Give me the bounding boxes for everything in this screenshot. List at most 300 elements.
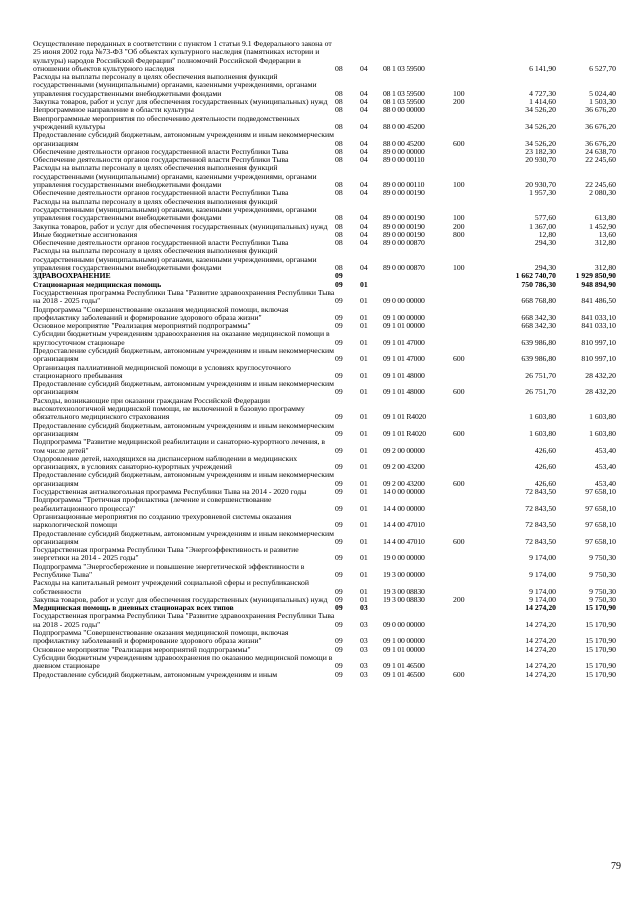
- amount-year-1: 426,60: [534, 445, 556, 455]
- expense-type-code: [453, 106, 482, 114]
- expense-item-name: Внепрограммные мероприятия по обеспечению деятельности подведомственных учреждений культуры: [33, 113, 300, 131]
- amount-year-2: 15 170,90: [585, 636, 616, 646]
- section-code: 08: [335, 263, 343, 273]
- expense-type-code: [453, 281, 482, 289]
- expense-item-name: Субсидии бюджетным учреждениям здравоохранения на оказание медицинской помощи в круглосуточном стационаре: [33, 329, 330, 347]
- amount-year-2: 15 170,90: [585, 603, 616, 613]
- amount-year-2: 453,40: [594, 445, 616, 455]
- amount-year-2: 2 080,30: [589, 188, 616, 198]
- amount-year-1: 668 342,30: [521, 321, 556, 331]
- subsection-code: 01: [360, 387, 368, 397]
- amount-year-1: 9 174,00: [529, 586, 556, 596]
- expense-type-code: 100: [453, 213, 465, 223]
- amount-year-2: 22 245,60: [585, 155, 616, 165]
- subsection-code: 04: [360, 155, 368, 165]
- table-row: [33, 364, 616, 381]
- expense-item-name: ЗДРАВООХРАНЕНИЕ: [33, 271, 111, 281]
- expense-item-name: Расходы на капитальный ремонт учреждений социальной сферы и республиканской собственности: [33, 578, 309, 596]
- table-row: [33, 612, 616, 629]
- subsection-code: 01: [360, 312, 368, 322]
- table-row: [33, 115, 616, 132]
- amount-year-2: 312,80: [594, 263, 616, 273]
- target-item-code: 09 1 01 R4020: [383, 412, 426, 422]
- expense-type-code: [453, 546, 482, 563]
- amount-year-2: 841 486,50: [581, 296, 616, 306]
- expense-type-code: 600: [453, 428, 465, 438]
- amount-year-1: 34 526,20: [525, 121, 556, 131]
- amount-year-1: 72 843,50: [525, 487, 556, 497]
- amount-year-1: 668 342,30: [521, 312, 556, 322]
- target-item-code: [383, 272, 453, 280]
- amount-year-1: 750 786,30: [521, 279, 556, 289]
- section-code: 08: [335, 221, 343, 231]
- expense-item-name: Основное мероприятие "Реализация мероприятий подпрограммы": [33, 321, 251, 331]
- expense-item-name: Подпрограмма "Энергосбережение и повышение энергетической эффективности в Республике Тыва": [33, 561, 305, 579]
- table-row: [33, 73, 616, 98]
- expense-type-code: [453, 272, 482, 280]
- expense-type-code: [453, 513, 482, 530]
- amount-year-2: 6 527,70: [589, 63, 616, 73]
- section-code: 09: [335, 619, 343, 629]
- table-row: [33, 579, 616, 596]
- expense-type-code: 600: [453, 387, 465, 397]
- amount-year-1: 14 274,20: [525, 636, 556, 646]
- amount-year-1: 34 526,20: [525, 105, 556, 115]
- amount-year-1: 14 274,20: [525, 661, 556, 671]
- expense-type-code: 100: [453, 88, 465, 98]
- table-row: [33, 247, 616, 272]
- amount-year-2: 15 170,90: [585, 661, 616, 671]
- amount-year-2: 1 603,80: [589, 412, 616, 422]
- target-item-code: 89 0 00 00190: [383, 213, 425, 223]
- section-code: 09: [335, 536, 343, 546]
- expense-item-name: Государственная программа Республики Тыва "Развитие здравоохранения Республики Тыва на 2018 - 2025 годы": [33, 287, 335, 306]
- amount-year-2: 15 170,90: [585, 669, 616, 679]
- table-row: [33, 455, 616, 472]
- amount-year-2: 453,40: [594, 478, 616, 488]
- section-code: 08: [335, 213, 343, 223]
- expense-item-name: Предоставление субсидий бюджетным, автономным учреждениям и иным некоммерческим организациям: [33, 528, 334, 546]
- target-item-code: 88 0 00 45200: [383, 138, 425, 148]
- target-item-code: 89 0 00 00870: [383, 263, 425, 273]
- target-item-code: 19 3 00 08830: [383, 586, 425, 596]
- amount-year-1: 9 174,00: [529, 594, 556, 604]
- table-row: [33, 471, 616, 488]
- table-row: [33, 563, 616, 580]
- section-code: 09: [335, 553, 343, 563]
- subsection-code: 03: [360, 603, 368, 613]
- subsection-code: 01: [360, 570, 368, 579]
- subsection-code: 01: [360, 536, 368, 546]
- section-code: 09: [335, 570, 343, 579]
- amount-year-1: 72 843,50: [525, 536, 556, 546]
- budget-table: [33, 40, 616, 679]
- section-code: 09: [335, 387, 343, 397]
- subsection-code: 01: [360, 445, 368, 455]
- amount-year-2: 97 658,10: [585, 536, 616, 546]
- amount-year-2: 1 503,30: [589, 97, 616, 107]
- target-item-code: [383, 604, 453, 612]
- amount-year-1: 1 662 740,70: [515, 271, 556, 281]
- subsection-code: 04: [360, 63, 368, 73]
- amount-year-1: 72 843,50: [525, 503, 556, 513]
- amount-year-2: 22 245,60: [585, 180, 616, 190]
- subsection-code: 01: [360, 296, 368, 306]
- table-row: [33, 198, 616, 223]
- table-row: [33, 530, 616, 547]
- expense-type-code: 200: [453, 594, 465, 604]
- expense-item-name: Обеспечение деятельности органов государственной власти Республики Тыва: [33, 155, 289, 165]
- section-code: 09: [335, 661, 343, 671]
- expense-item-name: Расходы на выплаты персоналу в целях обеспечения выполнения функций государственными (муниципальными) органами, казенными учреждениями, органами управления государственными внебюджетными фондами: [33, 196, 317, 223]
- expense-type-code: 600: [453, 138, 465, 148]
- subsection-code: 01: [360, 412, 368, 422]
- amount-year-1: 9 174,00: [529, 570, 556, 579]
- expense-type-code: 600: [453, 354, 465, 364]
- amount-year-2: 613,80: [594, 213, 616, 223]
- target-item-code: 89 0 00 00870: [383, 238, 425, 248]
- section-code: 08: [335, 155, 343, 165]
- subsection-code: 04: [360, 97, 368, 107]
- amount-year-1: 26 751,70: [525, 370, 556, 380]
- target-item-code: 88 0 00 00000: [383, 105, 425, 115]
- subsection-code: 01: [360, 586, 368, 596]
- amount-year-2: 1 452,90: [589, 221, 616, 231]
- section-code: 09: [335, 271, 343, 281]
- target-item-code: 14 4 00 00000: [383, 503, 425, 513]
- section-code: 09: [335, 520, 343, 530]
- expense-item-name: Непрограммное направление в области культуры: [33, 105, 194, 115]
- target-item-code: 09 1 01 47000: [383, 337, 425, 347]
- section-code: 09: [335, 636, 343, 646]
- target-item-code: 08 1 03 59500: [383, 63, 425, 73]
- amount-year-2: 9 750,30: [589, 570, 616, 579]
- subsection-code: 01: [360, 553, 368, 563]
- amount-year-2: 453,40: [594, 462, 616, 472]
- subsection-code: 04: [360, 146, 368, 156]
- amount-year-1: 14 274,20: [525, 669, 556, 679]
- target-item-code: [383, 281, 453, 289]
- expense-item-name: Расходы на выплаты персоналу в целях обеспечения выполнения функций государственными (муниципальными) органами, казенными учреждениями, органами управления государственными внебюджетными фондами: [33, 72, 317, 98]
- subsection-code: 04: [360, 88, 368, 98]
- expense-type-code: [453, 629, 482, 646]
- amount-year-1: 639 986,80: [521, 337, 556, 347]
- table-row: [33, 654, 616, 671]
- expense-item-name: Государственная программа Республики Тыва "Энергоэффективность и развитие энергетики на 2014 - 2025 годы": [33, 545, 299, 563]
- amount-year-2: 13,60: [598, 229, 616, 239]
- target-item-code: 89 0 00 00190: [383, 188, 425, 198]
- subsection-code: 04: [360, 121, 368, 131]
- expense-item-name: Закупка товаров, работ и услуг для обеспечения государственных (муниципальных) нужд: [33, 221, 328, 231]
- expense-type-code: [453, 438, 482, 455]
- expense-item-name: Предоставление субсидий бюджетным, автономным учреждениям и иным некоммерческим организациям: [33, 420, 334, 438]
- target-item-code: 09 1 01 R4020: [383, 428, 426, 438]
- target-item-code: 09 2 00 43200: [383, 462, 425, 472]
- amount-year-1: 34 526,20: [525, 138, 556, 148]
- subsection-code: 04: [360, 221, 368, 231]
- section-code: 08: [335, 229, 343, 239]
- amount-year-2: 1 929 850,90: [575, 271, 616, 281]
- amount-year-1: 14 274,20: [525, 619, 556, 629]
- subsection-code: 03: [360, 669, 368, 679]
- target-item-code: 09 1 01 48000: [383, 370, 425, 380]
- subsection-code: 04: [360, 238, 368, 248]
- target-item-code: 19 0 00 00000: [383, 553, 425, 563]
- expense-type-code: 600: [453, 669, 465, 679]
- amount-year-1: 1 367,00: [529, 221, 556, 231]
- section-code: 09: [335, 487, 343, 497]
- section-code: 09: [335, 312, 343, 322]
- subsection-code: 01: [360, 503, 368, 513]
- table-row: [33, 330, 616, 347]
- table-row: [33, 306, 616, 323]
- target-item-code: 09 1 01 00000: [383, 321, 425, 331]
- expense-type-code: [453, 40, 482, 73]
- table-row: [33, 513, 616, 530]
- section-code: 08: [335, 63, 343, 73]
- expense-item-name: Организация паллиативной медицинской помощи в условиях круглосуточного стационарного пребывания: [33, 362, 291, 380]
- page-number: 79: [611, 861, 621, 872]
- expense-item-name: Основное мероприятие "Реализация мероприятий подпрограммы": [33, 644, 251, 654]
- target-item-code: 09 2 00 43200: [383, 478, 425, 488]
- subsection-code: 03: [360, 636, 368, 646]
- expense-type-code: [453, 646, 482, 654]
- amount-year-2: 15 170,90: [585, 644, 616, 654]
- target-item-code: 09 1 01 00000: [383, 644, 425, 654]
- expense-item-name: Медицинская помощь в дневных стационарах всех типов: [33, 603, 234, 613]
- target-item-code: 89 0 00 00000: [383, 146, 425, 156]
- amount-year-1: 426,60: [534, 462, 556, 472]
- amount-year-1: 294,30: [534, 238, 556, 248]
- target-item-code: 14 4 00 47010: [383, 536, 425, 546]
- expense-type-code: 100: [453, 180, 465, 190]
- target-item-code: 09 1 01 46500: [383, 661, 425, 671]
- table-row: [33, 671, 616, 679]
- section-code: 08: [335, 180, 343, 190]
- expense-type-code: [453, 455, 482, 472]
- section-code: 08: [335, 238, 343, 248]
- amount-year-1: 577,60: [534, 213, 556, 223]
- expense-item-name: Закупка товаров, работ и услуг для обеспечения государственных (муниципальных) нужд: [33, 97, 328, 107]
- subsection-code: 01: [360, 428, 368, 438]
- subsection-code: 03: [360, 644, 368, 654]
- target-item-code: 09 1 01 48000: [383, 387, 425, 397]
- table-row: [33, 438, 616, 455]
- section-code: 09: [335, 503, 343, 513]
- subsection-code: 01: [360, 520, 368, 530]
- amount-year-2: 9 750,30: [589, 586, 616, 596]
- subsection-code: 01: [360, 594, 368, 604]
- amount-year-2: 97 658,10: [585, 520, 616, 530]
- table-row: [33, 289, 616, 306]
- expense-item-name: Обеспечение деятельности органов государственной власти Республики Тыва: [33, 146, 289, 156]
- amount-year-1: 14 274,20: [525, 603, 556, 613]
- amount-year-2: 810 997,10: [581, 337, 616, 347]
- target-item-code: 89 0 00 00190: [383, 221, 425, 231]
- target-item-code: 09 0 00 00000: [383, 619, 425, 629]
- amount-year-2: 841 033,10: [581, 312, 616, 322]
- amount-year-1: 14 274,20: [525, 644, 556, 654]
- table-row: [33, 40, 616, 73]
- amount-year-1: 4 727,30: [529, 88, 556, 98]
- expense-type-code: [453, 604, 482, 612]
- amount-year-1: 23 182,30: [525, 146, 556, 156]
- expense-type-code: [453, 364, 482, 381]
- target-item-code: 08 1 03 59500: [383, 88, 425, 98]
- subsection-code: 01: [360, 462, 368, 472]
- amount-year-2: 5 024,40: [589, 88, 616, 98]
- section-code: 08: [335, 121, 343, 131]
- table-row: [33, 546, 616, 563]
- expense-type-code: [453, 189, 482, 197]
- expense-item-name: Организационные мероприятия по созданию трехуровневой системы оказания наркологической помощи: [33, 511, 292, 530]
- amount-year-1: 9 174,00: [529, 553, 556, 563]
- amount-year-1: 426,60: [534, 478, 556, 488]
- section-code: 09: [335, 428, 343, 438]
- expense-item-name: Подпрограмма "Развитие медицинской реабилитации и санаторно-курортного лечения, в том числе детей": [33, 437, 326, 455]
- target-item-code: 14 4 00 47010: [383, 520, 425, 530]
- target-item-code: 09 1 00 00000: [383, 312, 425, 322]
- expense-item-name: Иные бюджетные ассигнования: [33, 229, 138, 239]
- target-item-code: 09 1 01 47000: [383, 354, 425, 364]
- amount-year-2: 9 750,30: [589, 594, 616, 604]
- subsection-code: 04: [360, 188, 368, 198]
- target-item-code: 09 2 00 00000: [383, 445, 425, 455]
- section-code: 09: [335, 644, 343, 654]
- amount-year-2: 28 432,20: [585, 370, 616, 380]
- subsection-code: 03: [360, 619, 368, 629]
- amount-year-1: 26 751,70: [525, 387, 556, 397]
- expense-item-name: Подпрограмма "Совершенствование оказания медицинской помощи, включая профилактику заболеваний и формирование здорового образа жизни": [33, 628, 289, 646]
- expense-type-code: [453, 289, 482, 306]
- expense-type-code: [453, 563, 482, 580]
- amount-year-2: 97 658,10: [585, 487, 616, 497]
- section-code: 09: [335, 462, 343, 472]
- table-row: [33, 397, 616, 422]
- expense-type-code: [453, 156, 482, 164]
- amount-year-2: 36 676,20: [585, 121, 616, 131]
- target-item-code: 14 0 00 00000: [383, 487, 425, 497]
- amount-year-2: 15 170,90: [585, 619, 616, 629]
- subsection-code: 04: [360, 180, 368, 190]
- expense-item-name: Подпрограмма "Совершенствование оказания медицинской помощи, включая профилактику заболеваний и формирование здорового образа жизни": [33, 304, 289, 322]
- expense-type-code: [453, 322, 482, 330]
- amount-year-2: 9 750,30: [589, 553, 616, 563]
- expense-item-name: Государственная антиалкогольная программа Республики Тыва на 2014 - 2020 годы: [33, 487, 307, 497]
- amount-year-2: 36 676,20: [585, 105, 616, 115]
- subsection-code: 01: [360, 337, 368, 347]
- expense-item-name: Расходы, возникающие при оказании гражданам Российской Федерации высокотехнологичной медицинской помощи, не включенной в базовую программу обязательного медицинского страхования: [33, 395, 305, 422]
- table-row: [33, 164, 616, 189]
- subsection-code: 04: [360, 213, 368, 223]
- section-code: 08: [335, 188, 343, 198]
- amount-year-1: 20 930,70: [525, 155, 556, 165]
- expense-item-name: Предоставление субсидий бюджетным, автономным учреждениям и иным: [33, 669, 278, 679]
- amount-year-2: 312,80: [594, 238, 616, 248]
- amount-year-1: 1 957,30: [529, 188, 556, 198]
- amount-year-2: 948 894,90: [581, 279, 616, 289]
- subsection-code: 03: [360, 661, 368, 671]
- section-code: 09: [335, 594, 343, 604]
- amount-year-2: 28 432,20: [585, 387, 616, 397]
- expense-item-name: Обеспечение деятельности органов государственной власти Республики Тыва: [33, 238, 289, 248]
- amount-year-1: 1 603,80: [529, 428, 556, 438]
- expense-type-code: [453, 488, 482, 496]
- expense-type-code: [453, 239, 482, 247]
- section-code: 09: [335, 669, 343, 679]
- expense-item-name: Государственная программа Республики Тыва "Развитие здравоохранения Республики Тыва на 2018 - 2025 годы": [33, 611, 335, 629]
- amount-year-1: 1 414,60: [529, 97, 556, 107]
- subsection-code: 04: [360, 229, 368, 239]
- section-code: 09: [335, 478, 343, 488]
- table-row: [33, 380, 616, 397]
- section-code: 09: [335, 603, 343, 613]
- subsection-code: 01: [360, 321, 368, 331]
- section-code: 09: [335, 337, 343, 347]
- subsection-code: 01: [360, 279, 368, 289]
- target-item-code: 89 0 00 00190: [383, 229, 425, 239]
- section-code: 09: [335, 354, 343, 364]
- expense-item-name: Оздоровление детей, находящихся на диспансерном наблюдении в медицинских организациях, в условиях санаторно-курортных учреждений: [33, 453, 298, 472]
- target-item-code: 09 1 00 00000: [383, 636, 425, 646]
- expense-type-code: 200: [453, 97, 465, 107]
- amount-year-1: 668 768,80: [521, 296, 556, 306]
- section-code: 08: [335, 105, 343, 115]
- section-code: 09: [335, 370, 343, 380]
- section-code: 08: [335, 138, 343, 148]
- amount-year-1: 20 930,70: [525, 180, 556, 190]
- amount-year-2: 810 997,10: [581, 354, 616, 364]
- target-item-code: 19 3 00 08830: [383, 594, 425, 604]
- section-code: 08: [335, 88, 343, 98]
- subsection-code: 04: [360, 105, 368, 115]
- expense-type-code: 100: [453, 263, 465, 273]
- expense-item-name: Закупка товаров, работ и услуг для обеспечения государственных (муниципальных) нужд: [33, 594, 328, 604]
- amount-year-2: 24 638,70: [585, 146, 616, 156]
- expense-type-code: 600: [453, 478, 465, 488]
- table-row: [33, 422, 616, 439]
- section-code: 09: [335, 586, 343, 596]
- expense-item-name: Предоставление субсидий бюджетным, автономным учреждениям и иным некоммерческим организациям: [33, 130, 334, 148]
- target-item-code: 09 0 00 00000: [383, 296, 425, 306]
- section-code: 09: [335, 321, 343, 331]
- expense-type-code: [453, 148, 482, 156]
- section-code: 08: [335, 97, 343, 107]
- expense-item-name: Обеспечение деятельности органов государственной власти Республики Тыва: [33, 188, 289, 198]
- target-item-code: 89 0 00 00110: [383, 180, 425, 190]
- expense-type-code: [453, 330, 482, 347]
- expense-type-code: [453, 612, 482, 629]
- amount-year-1: 639 986,80: [521, 354, 556, 364]
- amount-year-1: 12,80: [538, 229, 556, 239]
- target-item-code: 09 1 01 46500: [383, 669, 425, 679]
- table-row: [33, 629, 616, 646]
- amount-year-1: 72 843,50: [525, 520, 556, 530]
- expense-type-code: [453, 579, 482, 596]
- section-code: 09: [335, 412, 343, 422]
- target-item-code: 08 1 03 59500: [383, 97, 425, 107]
- expense-item-name: Предоставление субсидий бюджетным, автономным учреждениям и иным некоммерческим организациям: [33, 345, 334, 364]
- section-code: 09: [335, 279, 343, 289]
- subsection-code: 04: [360, 138, 368, 148]
- subsection-code: 01: [360, 354, 368, 364]
- expense-item-name: Расходы на выплаты персоналу в целях обеспечения выполнения функций государственными (муниципальными) органами, казенными учреждениями, органами управления государственными внебюджетными фондами: [33, 246, 317, 273]
- amount-year-2: 36 676,20: [585, 138, 616, 148]
- expense-type-code: [453, 306, 482, 323]
- table-row: [33, 347, 616, 364]
- expense-item-name: Предоставление субсидий бюджетным, автономным учреждениям и иным некоммерческим организациям: [33, 379, 334, 397]
- amount-year-1: 1 603,80: [529, 412, 556, 422]
